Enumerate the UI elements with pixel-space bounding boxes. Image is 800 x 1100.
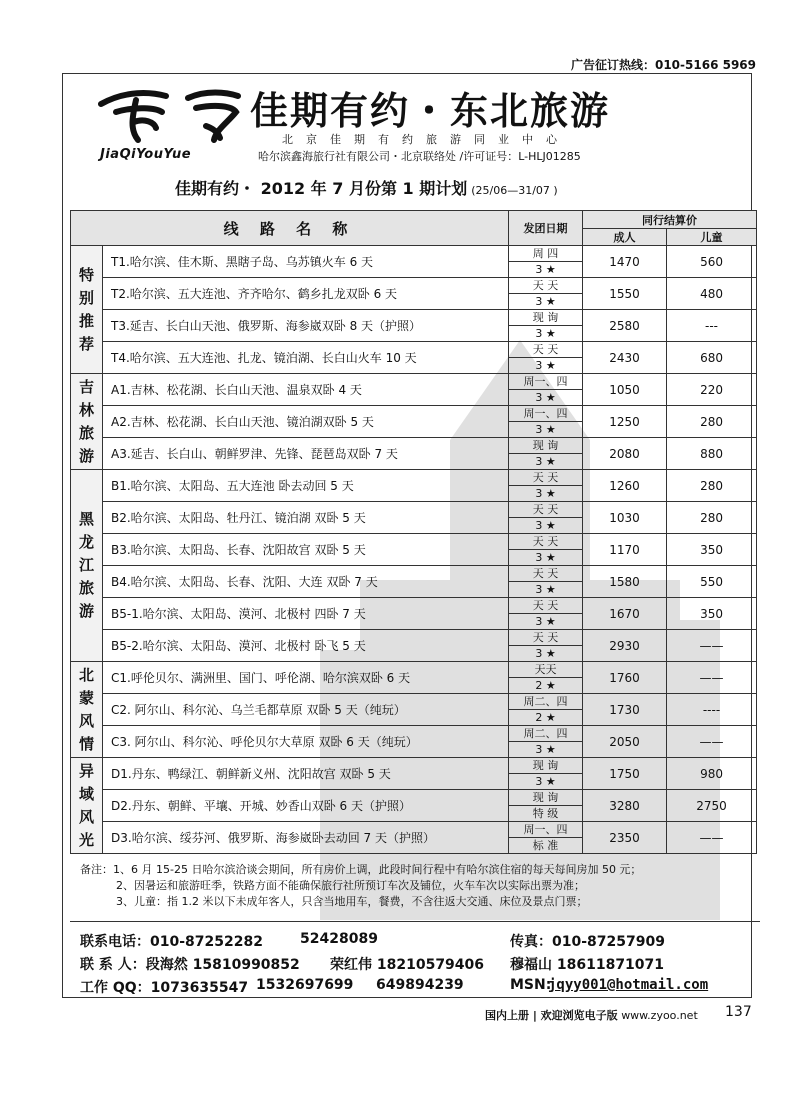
depart-days: 现 询 bbox=[509, 790, 583, 806]
table-row bbox=[71, 630, 757, 646]
price-adult: 1260 bbox=[583, 470, 667, 502]
price-adult: 1730 bbox=[583, 694, 667, 726]
depart-days: 周二、四 bbox=[509, 694, 583, 710]
price-child: —— bbox=[667, 662, 757, 694]
table-row bbox=[71, 406, 757, 422]
table-row bbox=[71, 822, 757, 838]
depart-days: 天 天 bbox=[509, 470, 583, 486]
price-adult: 3280 bbox=[583, 790, 667, 822]
route-name: D1.丹东、鸭绿江、朝鲜新义州、沈阳故宫 双卧 5 天 bbox=[103, 758, 509, 790]
table-row bbox=[71, 758, 757, 774]
price-child: 280 bbox=[667, 406, 757, 438]
category-label-text: 北 蒙 风 情 bbox=[78, 665, 94, 753]
hotel-grade: 3 ★ bbox=[509, 390, 583, 406]
route-name: T4.哈尔滨、五大连池、扎龙、镜泊湖、长白山火车 10 天 bbox=[103, 342, 509, 374]
route-price-table bbox=[70, 210, 757, 854]
price-adult: 1030 bbox=[583, 502, 667, 534]
depart-days: 现 询 bbox=[509, 438, 583, 454]
route-name: C3. 阿尔山、科尔沁、呼伦贝尔大草原 双卧 6 天（纯玩） bbox=[103, 726, 509, 758]
route-name: B4.哈尔滨、太阳岛、长春、沈阳、大连 双卧 7 天 bbox=[103, 566, 509, 598]
contact-person-2: 荣红伟 18210579406 bbox=[330, 957, 485, 973]
hotel-grade: 3 ★ bbox=[509, 326, 583, 342]
hotel-grade: 3 ★ bbox=[509, 742, 583, 758]
price-child: 280 bbox=[667, 470, 757, 502]
notes-divider bbox=[70, 921, 760, 922]
price-child: 350 bbox=[667, 598, 757, 630]
contact-qq: 工作 QQ：1073635547 bbox=[80, 980, 249, 996]
brand-title: 佳期有约・东北旅游 bbox=[250, 89, 611, 133]
header-price: 同行结算价 bbox=[583, 211, 757, 229]
hotel-grade: 3 ★ bbox=[509, 454, 583, 470]
price-child: --- bbox=[667, 310, 757, 342]
plan-title bbox=[175, 176, 558, 199]
price-child: 560 bbox=[667, 246, 757, 278]
contact-qq-3: 649894239 bbox=[376, 977, 464, 993]
contact-person-3: 穆福山 18611871071 bbox=[510, 957, 665, 973]
route-name: T1.哈尔滨、佳木斯、黑瞎子岛、乌苏镇火车 6 天 bbox=[103, 246, 509, 278]
category-label-text: 黑 龙 江 旅 游 bbox=[78, 510, 94, 620]
price-child: 550 bbox=[667, 566, 757, 598]
table-row bbox=[71, 662, 757, 678]
table-row bbox=[71, 534, 757, 550]
depart-days: 天 天 bbox=[509, 502, 583, 518]
hotel-grade: 标 准 bbox=[509, 838, 583, 854]
price-child: ---- bbox=[667, 694, 757, 726]
ad-hotline: 广告征订热线：010-5166 5969 bbox=[570, 58, 756, 72]
table-row bbox=[71, 566, 757, 582]
table-row bbox=[71, 310, 757, 326]
table-row bbox=[71, 342, 757, 358]
logo-calligraphy-icon bbox=[96, 82, 246, 144]
route-name: A3.延吉、长白山、朝鲜罗津、先锋、琵琶岛双卧 7 天 bbox=[103, 438, 509, 470]
route-name: C1.呼伦贝尔、满洲里、国门、呼伦湖、哈尔滨双卧 6 天 bbox=[103, 662, 509, 694]
price-adult: 1750 bbox=[583, 758, 667, 790]
route-name: T3.延吉、长白山天池、俄罗斯、海参崴双卧 8 天（护照） bbox=[103, 310, 509, 342]
depart-days: 天 天 bbox=[509, 566, 583, 582]
route-name: D2.丹东、朝鲜、平壤、开城、妙香山双卧 6 天（护照） bbox=[103, 790, 509, 822]
depart-days: 天 天 bbox=[509, 598, 583, 614]
hotel-grade: 3 ★ bbox=[509, 518, 583, 534]
depart-days: 周 四 bbox=[509, 246, 583, 262]
price-adult: 1050 bbox=[583, 374, 667, 406]
footer-section: 国内上册 | 欢迎浏览电子版 bbox=[485, 1009, 618, 1022]
depart-days: 天 天 bbox=[509, 278, 583, 294]
header-date: 发团日期 bbox=[509, 211, 583, 246]
price-child: 480 bbox=[667, 278, 757, 310]
logo-latin-text: JiaQiYouYue bbox=[100, 147, 192, 162]
route-name: B3.哈尔滨、太阳岛、长春、沈阳故宫 双卧 5 天 bbox=[103, 534, 509, 566]
price-adult: 2080 bbox=[583, 438, 667, 470]
category-label bbox=[71, 374, 103, 470]
page-number: 137 bbox=[725, 1004, 752, 1020]
depart-days: 现 询 bbox=[509, 758, 583, 774]
contact-fax: 传真：010-87257909 bbox=[510, 934, 665, 950]
table-row bbox=[71, 726, 757, 742]
price-child: 880 bbox=[667, 438, 757, 470]
plan-title-text: 佳期有约・ 2012 年 7 月份第 1 期计划 bbox=[175, 179, 468, 198]
price-adult: 1250 bbox=[583, 406, 667, 438]
footer-url[interactable]: www.zyoo.net bbox=[621, 1009, 698, 1022]
hotel-grade: 2 ★ bbox=[509, 710, 583, 726]
contact-qq-2: 1532697699 bbox=[256, 977, 354, 993]
depart-days: 周一、四 bbox=[509, 406, 583, 422]
contact-phone: 联系电话：010-87252282 bbox=[80, 934, 263, 950]
plan-range: (25/06—31/07 ) bbox=[471, 184, 558, 197]
price-child: —— bbox=[667, 822, 757, 854]
hotel-grade: 3 ★ bbox=[509, 294, 583, 310]
hotel-grade: 3 ★ bbox=[509, 614, 583, 630]
hotel-grade: 3 ★ bbox=[509, 422, 583, 438]
contact-person-1: 联 系 人：段海然 15810990852 bbox=[80, 957, 300, 973]
table-row bbox=[71, 374, 757, 390]
hotel-grade: 3 ★ bbox=[509, 262, 583, 278]
hotel-grade: 3 ★ bbox=[509, 774, 583, 790]
price-child: —— bbox=[667, 630, 757, 662]
price-adult: 1170 bbox=[583, 534, 667, 566]
hotel-grade: 特 级 bbox=[509, 806, 583, 822]
route-name: T2.哈尔滨、五大连池、齐齐哈尔、鹤乡扎龙双卧 6 天 bbox=[103, 278, 509, 310]
note-1: 备注：1、6 月 15-25 日哈尔滨洽谈会期间，所有房价上调，此段时间行程中有哈尔滨住宿的每天每间房加 50 元； bbox=[80, 863, 642, 876]
route-name: B2.哈尔滨、太阳岛、牡丹江、镜泊湖 双卧 5 天 bbox=[103, 502, 509, 534]
route-table-body bbox=[71, 246, 757, 854]
header-route: 线 路 名 称 bbox=[71, 211, 509, 246]
hotel-grade: 3 ★ bbox=[509, 358, 583, 374]
price-child: —— bbox=[667, 726, 757, 758]
hotel-grade: 3 ★ bbox=[509, 646, 583, 662]
notes bbox=[80, 862, 641, 910]
price-adult: 2430 bbox=[583, 342, 667, 374]
price-adult: 1760 bbox=[583, 662, 667, 694]
table-row bbox=[71, 598, 757, 614]
price-adult: 2930 bbox=[583, 630, 667, 662]
route-name: B5-2.哈尔滨、太阳岛、漠河、北极村 卧飞 5 天 bbox=[103, 630, 509, 662]
category-label bbox=[71, 758, 103, 854]
table-row bbox=[71, 278, 757, 294]
route-name: B5-1.哈尔滨、太阳岛、漠河、北极村 四卧 7 天 bbox=[103, 598, 509, 630]
hotel-grade: 2 ★ bbox=[509, 678, 583, 694]
table-row bbox=[71, 246, 757, 262]
depart-days: 周一、四 bbox=[509, 374, 583, 390]
route-name: A2.吉林、松花湖、长白山天池、镜泊湖双卧 5 天 bbox=[103, 406, 509, 438]
route-name: C2. 阿尔山、科尔沁、乌兰毛都草原 双卧 5 天（纯玩） bbox=[103, 694, 509, 726]
depart-days: 周二、四 bbox=[509, 726, 583, 742]
category-label-text: 异 域 风 光 bbox=[78, 761, 94, 849]
brand-subtitle: 北京佳期有约旅游同业中心 bbox=[282, 133, 570, 146]
table-row bbox=[71, 694, 757, 710]
header-adult: 成人 bbox=[583, 229, 667, 246]
price-adult: 1580 bbox=[583, 566, 667, 598]
price-adult: 2580 bbox=[583, 310, 667, 342]
category-label bbox=[71, 246, 103, 374]
price-child: 220 bbox=[667, 374, 757, 406]
note-2: 2、因暑运和旅游旺季，铁路方面不能确保旅行社所预订车次及铺位，火车车次以实际出票为准； bbox=[116, 879, 585, 892]
contact-msn-label: MSN: bbox=[510, 977, 552, 993]
table-row bbox=[71, 438, 757, 454]
table-row bbox=[71, 502, 757, 518]
price-child: 280 bbox=[667, 502, 757, 534]
category-label-text: 特 别 推 荐 bbox=[78, 265, 94, 353]
contact-phone-2: 52428089 bbox=[300, 931, 378, 947]
category-label-text: 吉 林 旅 游 bbox=[78, 377, 94, 465]
price-adult: 2050 bbox=[583, 726, 667, 758]
table-row bbox=[71, 470, 757, 486]
depart-days: 现 询 bbox=[509, 310, 583, 326]
hotel-grade: 3 ★ bbox=[509, 582, 583, 598]
price-adult: 1470 bbox=[583, 246, 667, 278]
category-label bbox=[71, 470, 103, 662]
depart-days: 天 天 bbox=[509, 342, 583, 358]
depart-days: 周一、四 bbox=[509, 822, 583, 838]
route-name: A1.吉林、松花湖、长白山天池、温泉双卧 4 天 bbox=[103, 374, 509, 406]
price-child: 350 bbox=[667, 534, 757, 566]
price-adult: 1670 bbox=[583, 598, 667, 630]
price-child: 680 bbox=[667, 342, 757, 374]
price-child: 980 bbox=[667, 758, 757, 790]
hotel-grade: 3 ★ bbox=[509, 486, 583, 502]
depart-days: 天 天 bbox=[509, 534, 583, 550]
header-child: 儿童 bbox=[667, 229, 757, 246]
price-adult: 2350 bbox=[583, 822, 667, 854]
hotel-grade: 3 ★ bbox=[509, 550, 583, 566]
table-row bbox=[71, 790, 757, 806]
footer bbox=[485, 1007, 698, 1023]
depart-days: 天 天 bbox=[509, 630, 583, 646]
note-3: 3、儿童：指 1.2 米以下未成年客人，只含当地用车，餐费，不含往返大交通、床位及景点门票； bbox=[116, 895, 588, 908]
price-child: 2750 bbox=[667, 790, 757, 822]
contact-msn[interactable]: jqyy001@hotmail.com bbox=[548, 977, 709, 993]
route-name: D3.哈尔滨、绥芬河、俄罗斯、海参崴卧去动回 7 天（护照） bbox=[103, 822, 509, 854]
category-label bbox=[71, 662, 103, 758]
company-license: 哈尔滨鑫海旅行社有限公司・北京联络处 /许可证号：L-HLJ01285 bbox=[258, 150, 581, 163]
price-adult: 1550 bbox=[583, 278, 667, 310]
route-name: B1.哈尔滨、太阳岛、五大连池 卧去动回 5 天 bbox=[103, 470, 509, 502]
depart-days: 天天 bbox=[509, 662, 583, 678]
